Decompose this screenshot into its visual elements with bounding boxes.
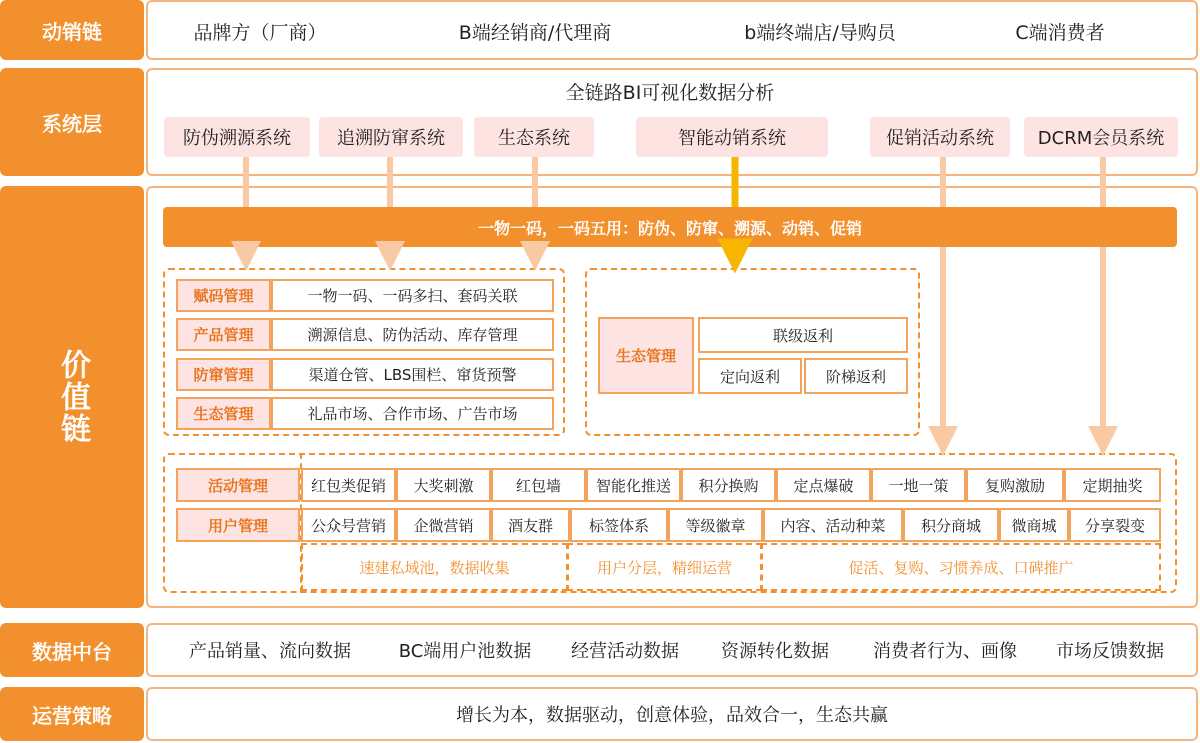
mgmt-desc-anti-channel: 渠道仓管、LBS围栏、窜货预警 [271,358,554,391]
user-item-share-fission: 分享裂变 [1069,508,1161,542]
system-ecosystem: 生态系统 [474,117,594,157]
mgmt-desc-coding: 一物一码、一码多扫、套码关联 [271,279,554,312]
data-operations: 经营活动数据 [571,641,679,662]
activity-item-red-packet-wall: 红包墙 [491,468,586,502]
activity-item-smart-push: 智能化推送 [586,468,681,502]
data-resource-conversion: 资源转化数据 [721,641,829,662]
note-private-pool: 速建私域池，数据收集 [301,543,568,591]
activity-item-grand-prize: 大奖刺激 [396,468,491,502]
system-trace-anti-channel: 追溯防窜系统 [319,117,463,157]
note-activation: 促活、复购、习惯养成、口碑推广 [761,543,1161,591]
activity-tag: 活动管理 [176,468,300,502]
user-tag: 用户管理 [176,508,300,542]
activity-item-periodic-lottery: 定期抽奖 [1064,468,1161,502]
eco-directed-rebate: 定向返利 [698,358,802,394]
mgmt-desc-eco: 礼品市场、合作市场、广告市场 [271,397,554,430]
system-dcrm: DCRM会员系统 [1024,117,1178,157]
row-label-system-layer: 系统层 [0,68,144,176]
row-label-data-platform: 数据中台 [0,623,144,677]
user-item-official-account: 公众号营销 [301,508,396,542]
user-item-micro-mall: 微商城 [999,508,1069,542]
user-item-wecom: 企微营销 [396,508,491,542]
mgmt-tag-eco: 生态管理 [176,397,271,430]
system-smart-sales: 智能动销系统 [636,117,828,157]
activity-item-points-redeem: 积分换购 [681,468,776,502]
user-item-level-badge: 等级徽章 [668,508,763,542]
activity-item-fixed-point-blast: 定点爆破 [776,468,871,502]
mgmt-tag-product: 产品管理 [176,318,271,351]
sales-chain-consumer: C端消费者 [1015,21,1105,44]
eco-cascade-rebate: 联级返利 [698,317,908,353]
data-consumer-behavior: 消费者行为、画像 [873,641,1017,662]
row-label-ops-strategy: 运营策略 [0,687,144,741]
value-chain-label: 价值链 [55,349,90,445]
mgmt-desc-product: 溯源信息、防伪活动、库存管理 [271,318,554,351]
one-code-banner-text: 一物一码，一码五用：防伪、防窜、溯源、动销、促销 [477,218,862,238]
mgmt-tag-coding: 赋码管理 [176,279,271,312]
sales-chain-terminal: b端终端店/导购员 [744,21,896,44]
user-item-wine-group: 酒友群 [491,508,570,542]
note-user-layering: 用户分层，精细运营 [567,543,762,591]
activity-item-repurchase-incentive: 复购激励 [966,468,1064,502]
user-item-points-mall: 积分商城 [903,508,999,542]
system-anti-counterfeit: 防伪溯源系统 [164,117,310,157]
user-item-tag-system: 标签体系 [570,508,668,542]
data-market-feedback: 市场反馈数据 [1056,641,1164,662]
eco-tag: 生态管理 [598,317,694,394]
system-promotion: 促销活动系统 [870,117,1010,157]
sales-chain-brand: 品牌方（厂商） [193,21,327,44]
activity-item-local-policy: 一地一策 [871,468,966,502]
ops-strategy-text: 增长为本，数据驱动，创意体验，品效合一，生态共赢 [456,705,888,726]
user-item-content-seeding: 内容、活动种菜 [763,508,903,542]
activity-item-red-packet-promo: 红包类促销 [301,468,396,502]
row-label-sales-chain: 动销链 [0,0,144,60]
data-bc-user-pool: BC端用户池数据 [398,641,532,662]
data-sales-flow: 产品销量、流向数据 [189,641,351,662]
bi-title: 全链路BI可视化数据分析 [565,81,775,104]
eco-tiered-rebate: 阶梯返利 [804,358,908,394]
sales-chain-distributor: B端经销商/代理商 [458,21,612,44]
mgmt-tag-anti-channel: 防窜管理 [176,358,271,391]
